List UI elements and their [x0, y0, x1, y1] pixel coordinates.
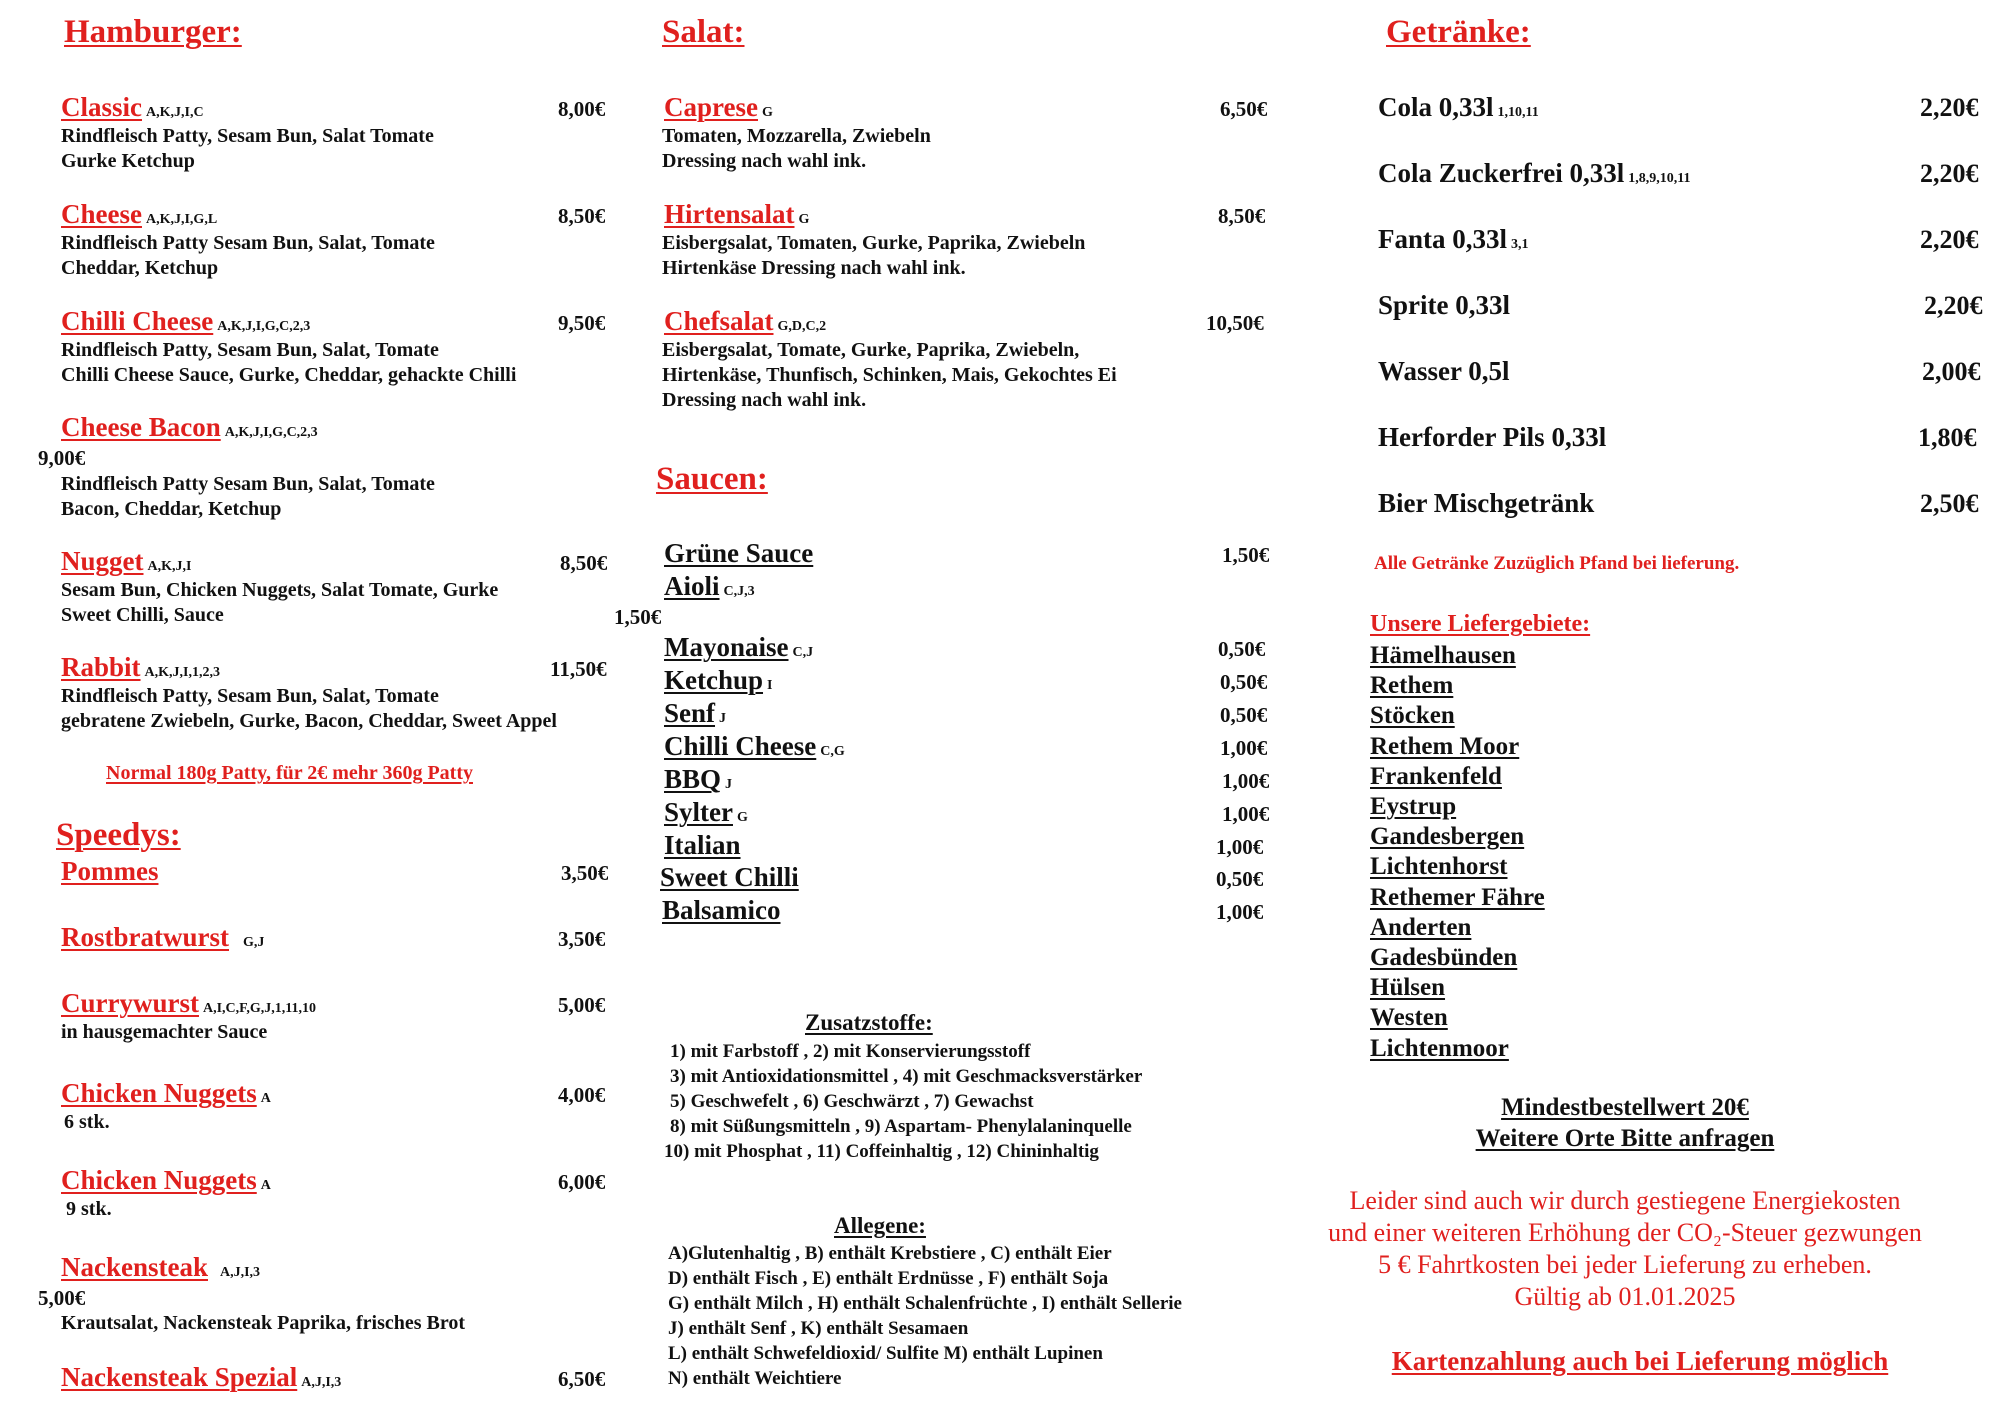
item-description: Rindfleisch Patty Sesam Bun, Salat, Tomate Bacon, Cheddar, Ketchup [61, 473, 435, 520]
item-allergens: A [260, 1091, 271, 1106]
menu-item-rostbratwurst [61, 922, 264, 953]
sauce-allergens: I [767, 678, 773, 693]
drink-name: Fanta 0,33l [1378, 224, 1508, 254]
sauce-price: 1,00€ [1216, 900, 1264, 924]
item-name: Chicken Nuggets [61, 1078, 257, 1108]
drink-name: Sprite 0,33l [1378, 290, 1510, 320]
item-name: Pommes [61, 856, 159, 886]
liefergebiete-heading: Unsere Liefergebiete: [1370, 611, 1591, 637]
item-price: 3,50€ [558, 927, 606, 951]
menu-item-chicken-nuggets-9 [61, 1165, 271, 1196]
drink-item [1378, 224, 1529, 255]
sauce-price: 1,00€ [1216, 835, 1264, 859]
item-price: 9,00€ [38, 446, 86, 470]
menu-item-chicken-nuggets-6 [61, 1078, 271, 1109]
item-allergens: A,K,J,I,C [146, 105, 204, 120]
zusatzstoffe-list: 1) mit Farbstoff , 2) mit Konservierungsstoff 3) mit Antioxidationsmittel , 4) mit Geschmacksverstärker 5) Geschwefelt , 6) Geschwärzt , 7) Gewachst 8) mit Süßungsmitteln , 9) Aspartam- Phenylalaninquelle 10) mit Phosphat , 11) Coffeinhaltig , 12) Chininhaltig [664, 1041, 1143, 1162]
item-allergens: G [798, 212, 810, 227]
delivery-area: Rethemer Fähre [1370, 883, 1545, 911]
drink-price: 1,80€ [1918, 423, 1977, 452]
drink-item [1378, 356, 1510, 387]
item-price: 6,50€ [1220, 97, 1268, 121]
item-name: Rostbratwurst [61, 922, 229, 952]
delivery-area: Hülsen [1370, 974, 1446, 1002]
drink-item [1378, 290, 1510, 321]
item-description: Rindfleisch Patty, Sesam Bun, Salat Tomate Gurke Ketchup [61, 125, 434, 172]
delivery-area: Hämelhausen [1370, 642, 1516, 669]
item-allergens: A,K,J,I,G,C,2,3 [217, 319, 311, 334]
item-name: Cheese Bacon [61, 412, 221, 442]
sauce-price: 1,50€ [614, 605, 662, 629]
item-description: Sesam Bun, Chicken Nuggets, Salat Tomate, Gurke Sweet Chilli, Sauce [61, 579, 499, 626]
sauce-name: Chilli Cheese [664, 731, 817, 761]
item-name: Nackensteak Spezial [61, 1362, 298, 1392]
sauce-price: 1,50€ [1222, 543, 1270, 567]
min-order: Mindestbestellwert 20€ [1501, 1094, 1749, 1121]
item-price: 5,00€ [38, 1286, 86, 1310]
delivery-area: Eystrup [1370, 793, 1457, 821]
sauce-name: Mayonaise [664, 632, 789, 662]
item-price: 4,00€ [558, 1083, 606, 1107]
item-allergens: A,K,J,I,G,C,2,3 [224, 425, 318, 440]
item-price: 8,50€ [1218, 204, 1266, 228]
sauce-allergens: C,J [792, 645, 814, 660]
item-name: Chicken Nuggets [61, 1165, 257, 1195]
menu-item-currywurst [61, 988, 316, 1019]
drink-item [1378, 422, 1606, 453]
item-name: Hirtensalat [664, 199, 795, 229]
item-description: 9 stk. [66, 1198, 112, 1220]
sauce-name: Senf [664, 698, 716, 728]
item-price: 8,50€ [560, 551, 608, 575]
menu-item-nackensteak-spezial [61, 1362, 341, 1393]
drink-name: Wasser 0,5l [1378, 356, 1510, 386]
menu-item-caprese [664, 92, 773, 123]
drink-price: 2,20€ [1924, 291, 1983, 320]
item-allergens: A,J,I,3 [220, 1265, 261, 1280]
item-price: 9,50€ [558, 311, 606, 335]
sauce-allergens: J [725, 777, 733, 792]
menu-item-pommes [61, 856, 158, 887]
hamburger-heading: Hamburger: [64, 14, 242, 50]
delivery-area: Rethem Moor [1370, 732, 1520, 760]
menu-item-hirtensalat [664, 199, 809, 230]
liefergebiete-list [1370, 641, 1545, 1064]
sauce-price: 1,00€ [1222, 769, 1270, 793]
card-payment-note: Kartenzahlung auch bei Lieferung möglich [1391, 1346, 1889, 1376]
item-description: Rindfleisch Patty, Sesam Bun, Salat, Tomate gebratene Zwiebeln, Gurke, Bacon, Cheddar, Sweet Appel [61, 685, 557, 732]
item-name: Currywurst [61, 988, 199, 1018]
item-allergens: A,K,J,I,G,L [145, 212, 218, 227]
drink-additives: 1,8,9,10,11 [1628, 171, 1691, 186]
sauce-allergens: G [736, 810, 748, 825]
sauce-item [664, 538, 813, 569]
drink-item [1378, 92, 1539, 123]
delivery-area: Rethem [1370, 672, 1454, 700]
sauce-item [664, 571, 755, 602]
delivery-area: Westen [1370, 1004, 1448, 1032]
item-name: Cheese [61, 199, 142, 229]
menu-item-cheese-bacon [61, 412, 318, 443]
drink-name: Cola 0,33l [1378, 92, 1494, 122]
allergene-heading: Allegene: [834, 1213, 926, 1238]
order-info [1300, 1092, 1950, 1154]
salat-heading: Salat: [662, 14, 745, 50]
sauce-item [660, 862, 799, 893]
menu-item-rabbit [61, 652, 220, 683]
drink-price: 2,00€ [1922, 357, 1981, 386]
item-name: Rabbit [61, 652, 141, 682]
sauce-item [664, 830, 741, 861]
drink-price: 2,20€ [1920, 225, 1979, 254]
getraenke-heading: Getränke: [1386, 14, 1531, 50]
delivery-area: Lichtenmoor [1370, 1034, 1509, 1062]
sauce-allergens: J [719, 711, 727, 726]
item-description: Eisbergsalat, Tomate, Gurke, Paprika, Zwiebeln, Hirtenkäse, Thunfisch, Schinken, Mais, Gekochtes Ei Dressing nach wahl ink. [662, 339, 1117, 411]
drink-additives: 3,1 [1511, 237, 1529, 252]
item-description: Rindfleisch Patty, Sesam Bun, Salat, Tomate Chilli Cheese Sauce, Gurke, Cheddar, gehackte Chilli [61, 339, 517, 386]
sauce-name: Ketchup [664, 665, 764, 695]
item-name: Nackensteak [61, 1252, 208, 1282]
menu-item-nugget [61, 546, 191, 577]
item-allergens: G,D,C,2 [777, 319, 827, 334]
allergene-list: A)Glutenhaltig , B) enthält Krebstiere , C) enthält Eier D) enthält Fisch , E) enthält Erdnüsse , F) enthält Soja G) enthält Milch , H) enthält Schalenfrüchte , I) enthält Sellerie J) enthält Senf , K) enthält Sesamaen L) enthält Schwefeldioxid/ Sulfite M) enthält Lupinen N) enthält Weichtiere [668, 1243, 1182, 1389]
sauce-item [664, 698, 726, 729]
delivery-area: Anderten [1370, 913, 1472, 941]
item-price: 8,00€ [558, 97, 606, 121]
drink-item [1378, 158, 1690, 189]
speedys-heading: Speedys: [56, 817, 181, 853]
item-description: Eisbergsalat, Tomaten, Gurke, Paprika, Zwiebeln Hirtenkäse Dressing nach wahl ink. [662, 232, 1086, 279]
item-allergens: A,I,C,F,G,J,1,11,10 [202, 1001, 317, 1016]
item-allergens: G,J [243, 935, 265, 950]
item-price: 11,50€ [550, 657, 607, 681]
patty-note: Normal 180g Patty, für 2€ mehr 360g Patty [106, 762, 473, 784]
zusatzstoffe-heading: Zusatzstoffe: [805, 1010, 933, 1035]
sauce-item [664, 797, 748, 828]
item-name: Chefsalat [664, 306, 774, 336]
item-allergens: A,K,J,I,1,2,3 [144, 665, 220, 680]
item-price: 10,50€ [1206, 311, 1264, 335]
item-price: 8,50€ [558, 204, 606, 228]
sauce-item [664, 665, 772, 696]
item-price: 3,50€ [561, 861, 609, 885]
item-allergens: A,K,J,I [147, 559, 192, 574]
sauce-item [664, 731, 845, 762]
item-description: in hausgemachter Sauce [61, 1021, 268, 1043]
delivery-area: Lichtenhorst [1370, 853, 1508, 881]
fuel-surcharge-notice: Leider sind auch wir durch gestiegene Energiekosten und einer weiteren Erhöhung der CO₂-Steuer gezwungen 5 € Fahrtkosten bei jeder Lieferung zu erheben. Gültig ab 01.01.2025 [1328, 1186, 1922, 1311]
item-price: 6,50€ [558, 1367, 606, 1391]
item-price: 5,00€ [558, 993, 606, 1017]
sauce-item [664, 764, 732, 795]
item-allergens: G [762, 105, 773, 120]
sauce-item [664, 632, 813, 663]
drink-name: Herforder Pils 0,33l [1378, 422, 1607, 452]
item-allergens: A [260, 1178, 271, 1193]
sauce-name: Balsamico [662, 895, 781, 925]
sauce-item [662, 895, 781, 926]
sauce-price: 0,50€ [1220, 670, 1268, 694]
menu-item-chefsalat [664, 306, 826, 337]
item-description: Rindfleisch Patty Sesam Bun, Salat, Tomate Cheddar, Ketchup [61, 232, 435, 279]
sauce-name: Aioli [664, 571, 720, 601]
drink-price: 2,50€ [1920, 489, 1979, 518]
item-description: Tomaten, Mozzarella, Zwiebeln Dressing nach wahl ink. [662, 125, 931, 172]
sauce-price: 0,50€ [1220, 703, 1268, 727]
drink-additives: 1,10,11 [1497, 105, 1539, 120]
sauce-price: 0,50€ [1218, 637, 1266, 661]
item-description: 6 stk. [64, 1111, 110, 1133]
drink-name: Bier Mischgetränk [1378, 488, 1595, 518]
drink-price: 2,20€ [1920, 159, 1979, 188]
item-name: Caprese [664, 92, 758, 122]
delivery-area: Gandesbergen [1370, 823, 1525, 851]
pfand-note: Alle Getränke Zuzüglich Pfand bei lieferung. [1374, 553, 1740, 574]
delivery-area: Frankenfeld [1370, 762, 1502, 790]
sauce-name: Sweet Chilli [660, 862, 799, 892]
sauce-price: 0,50€ [1216, 867, 1264, 891]
sauce-price: 1,00€ [1220, 736, 1268, 760]
item-name: Chilli Cheese [61, 306, 214, 336]
menu-item-nackensteak [61, 1252, 260, 1283]
menu-item-classic [61, 92, 204, 123]
item-name: Nugget [61, 546, 144, 576]
item-allergens: A,J,I,3 [301, 1375, 342, 1390]
menu-item-chilli-cheese [61, 306, 310, 337]
item-description: Krautsalat, Nackensteak Paprika, frisches Brot [61, 1312, 466, 1334]
saucen-heading: Saucen: [656, 461, 768, 497]
delivery-area: Gadesbünden [1370, 944, 1518, 972]
sauce-allergens: C,G [820, 744, 845, 759]
drink-name: Cola Zuckerfrei 0,33l [1378, 158, 1625, 188]
sauce-name: Sylter [664, 797, 733, 827]
sauce-price: 1,00€ [1222, 802, 1270, 826]
menu-item-cheese [61, 199, 217, 230]
drink-item [1378, 488, 1594, 519]
sauce-name: BBQ [664, 764, 722, 794]
sauce-name: Italian [664, 830, 741, 860]
item-name: Classic [61, 92, 142, 122]
item-price: 6,00€ [558, 1170, 606, 1194]
delivery-area: Stöcken [1370, 702, 1455, 730]
sauce-name: Grüne Sauce [664, 538, 814, 568]
other-places: Weitere Orte Bitte anfragen [1475, 1125, 1775, 1152]
drink-price: 2,20€ [1920, 93, 1979, 122]
sauce-allergens: C,J,3 [723, 584, 755, 599]
